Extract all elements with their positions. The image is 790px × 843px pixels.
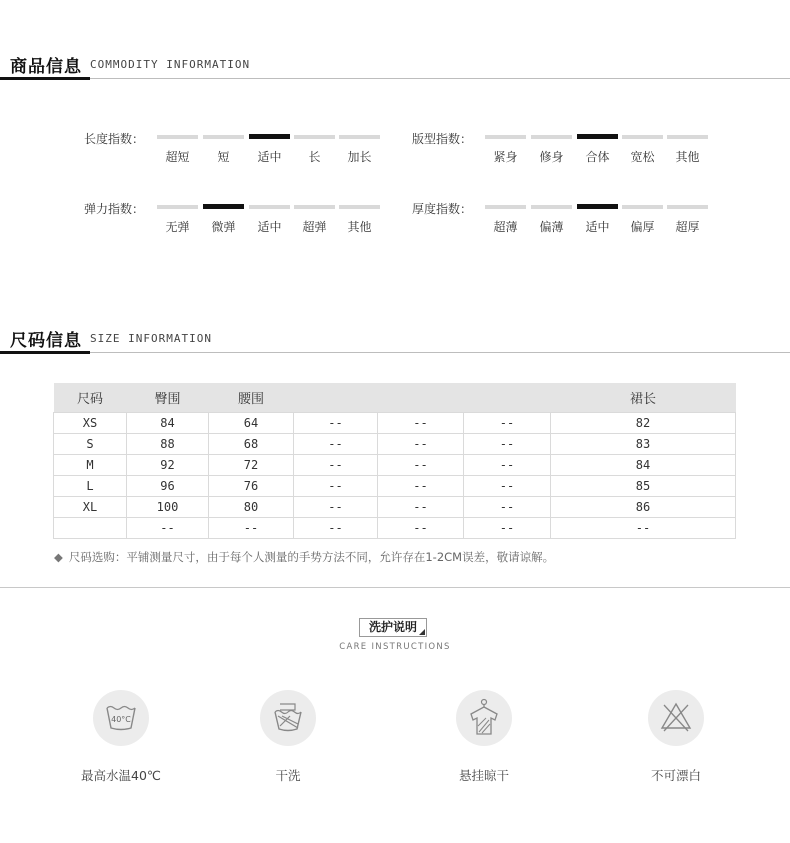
- table-cell: --: [378, 497, 464, 518]
- table-row: [54, 497, 736, 518]
- table-cell: 84: [551, 455, 736, 476]
- table-cell: --: [378, 476, 464, 497]
- table-cell: --: [378, 518, 464, 539]
- table-cell: --: [464, 476, 551, 497]
- metric-option: 短: [217, 150, 230, 164]
- metric-option: 修身: [539, 150, 564, 164]
- table-cell: --: [294, 497, 378, 518]
- metric-segment: [157, 205, 198, 209]
- table-row: [54, 476, 736, 497]
- table-cell: --: [294, 476, 378, 497]
- table-cell: --: [294, 434, 378, 455]
- metric-segment: [294, 135, 335, 139]
- section-underline-accent: [0, 351, 90, 354]
- col-header-size: 尺码: [54, 383, 127, 413]
- metric-segment: [667, 205, 708, 209]
- table-row: [54, 413, 736, 434]
- metric-label: 弹力指数：: [84, 202, 145, 216]
- section-underline-accent: [0, 77, 90, 80]
- commodity-title: 商品信息: [10, 57, 82, 77]
- table-row: [54, 455, 736, 476]
- table-cell: 96: [127, 476, 209, 497]
- col-header-empty: [378, 383, 464, 413]
- table-cell: --: [127, 518, 209, 539]
- table-cell: --: [551, 518, 736, 539]
- table-cell: --: [294, 518, 378, 539]
- table-cell: [54, 518, 127, 539]
- metric-segment-selected: [577, 204, 618, 209]
- col-header-empty: [294, 383, 378, 413]
- metric-label: 长度指数：: [84, 132, 145, 146]
- diamond-icon: ◆: [54, 550, 63, 564]
- metric-segment-selected: [577, 134, 618, 139]
- size-note: [54, 549, 554, 565]
- metric-segment: [339, 205, 380, 209]
- metric-option: 偏薄: [539, 220, 564, 234]
- section-divider: [0, 78, 790, 79]
- col-header-skirt-length: 裙长: [551, 383, 736, 413]
- hang-dry-icon: [456, 690, 512, 746]
- size-table-body: [54, 413, 736, 539]
- metric-segment: [531, 205, 572, 209]
- table-cell: --: [294, 413, 378, 434]
- care-title-en: CARE INSTRUCTIONS: [339, 642, 451, 652]
- metric-option: 加长: [347, 150, 372, 164]
- metric-option: 合体: [585, 150, 610, 164]
- table-cell: XS: [54, 413, 127, 434]
- size-note-text: 尺码选购：平铺测量尺寸，由于每个人测量的手势方法不同，允许存在1-2CM误差，敬请谅解。: [68, 550, 555, 564]
- metric-segment: [485, 135, 526, 139]
- table-row: [54, 518, 736, 539]
- care-item-dry-clean: [228, 690, 348, 784]
- metric-segment-selected: [203, 204, 244, 209]
- table-cell: 76: [209, 476, 294, 497]
- commodity-title-en: COMMODITY INFORMATION: [90, 58, 251, 71]
- size-section-header: [0, 318, 790, 358]
- metric-segment: [339, 135, 380, 139]
- table-cell: M: [54, 455, 127, 476]
- metric-option: 适中: [585, 220, 610, 234]
- table-cell: 88: [127, 434, 209, 455]
- metric-option: 适中: [257, 150, 282, 164]
- table-cell: 82: [551, 413, 736, 434]
- care-caption: 最高水温40℃: [81, 768, 161, 783]
- metric-option: 超短: [165, 150, 190, 164]
- table-cell: 86: [551, 497, 736, 518]
- size-table-header-row: [54, 383, 736, 413]
- table-cell: 92: [127, 455, 209, 476]
- metric-segment: [667, 135, 708, 139]
- table-cell: XL: [54, 497, 127, 518]
- table-cell: 84: [127, 413, 209, 434]
- table-cell: --: [464, 434, 551, 455]
- metric-segment: [531, 135, 572, 139]
- metric-option: 超厚: [675, 220, 700, 234]
- table-cell: 83: [551, 434, 736, 455]
- table-cell: L: [54, 476, 127, 497]
- metric-option: 长: [308, 150, 321, 164]
- col-header-empty: [464, 383, 551, 413]
- table-cell: --: [209, 518, 294, 539]
- corner-triangle-icon: [419, 629, 425, 635]
- table-cell: --: [294, 455, 378, 476]
- care-title: 洗护说明: [368, 620, 417, 634]
- table-cell: S: [54, 434, 127, 455]
- metric-segment: [622, 135, 663, 139]
- metric-option: 宽松: [630, 150, 655, 164]
- table-cell: --: [464, 455, 551, 476]
- metric-option: 紧身: [493, 150, 518, 164]
- section-divider: [0, 352, 790, 353]
- wash-temp-label: 40°C: [111, 715, 131, 724]
- table-cell: 72: [209, 455, 294, 476]
- care-title-box: [359, 618, 427, 637]
- metric-option: 偏厚: [630, 220, 655, 234]
- table-cell: --: [464, 518, 551, 539]
- metric-segment: [249, 205, 290, 209]
- section-divider: [0, 587, 790, 588]
- care-caption: 不可漂白: [650, 768, 701, 783]
- commodity-section-header: [0, 44, 790, 84]
- table-cell: --: [378, 455, 464, 476]
- metric-segment: [203, 135, 244, 139]
- size-title: 尺码信息: [10, 331, 82, 351]
- metric-option: 超弹: [302, 220, 327, 234]
- col-header-hip: 臀围: [127, 383, 209, 413]
- metric-option: 无弹: [165, 220, 190, 234]
- table-cell: --: [464, 497, 551, 518]
- size-table: [53, 383, 736, 539]
- metric-option: 其他: [347, 220, 372, 234]
- col-header-waist: 腰围: [209, 383, 294, 413]
- metric-option: 其他: [675, 150, 700, 164]
- table-cell: 68: [209, 434, 294, 455]
- table-cell: --: [464, 413, 551, 434]
- dry-clean-icon: [260, 690, 316, 746]
- metric-option: 微弹: [211, 220, 236, 234]
- table-row: [54, 434, 736, 455]
- metric-segment: [294, 205, 335, 209]
- table-cell: 64: [209, 413, 294, 434]
- metric-label: 版型指数：: [412, 132, 473, 146]
- metric-option: 超薄: [493, 220, 518, 234]
- care-item-no-bleach: [616, 690, 736, 784]
- table-cell: --: [378, 434, 464, 455]
- size-title-en: SIZE INFORMATION: [90, 332, 212, 345]
- wash-40c-icon: [93, 690, 149, 746]
- no-bleach-icon: [648, 690, 704, 746]
- care-item-wash: [61, 690, 181, 784]
- metric-segment: [622, 205, 663, 209]
- metric-segment: [157, 135, 198, 139]
- table-cell: 100: [127, 497, 209, 518]
- metric-label: 厚度指数：: [412, 202, 473, 216]
- table-cell: 80: [209, 497, 294, 518]
- metric-segment: [485, 205, 526, 209]
- metric-option: 适中: [257, 220, 282, 234]
- care-item-hang-dry: [424, 690, 544, 784]
- care-caption: 悬挂晾干: [458, 768, 509, 783]
- metric-segment-selected: [249, 134, 290, 139]
- table-cell: 85: [551, 476, 736, 497]
- table-cell: --: [378, 413, 464, 434]
- care-caption: 干洗: [275, 768, 301, 783]
